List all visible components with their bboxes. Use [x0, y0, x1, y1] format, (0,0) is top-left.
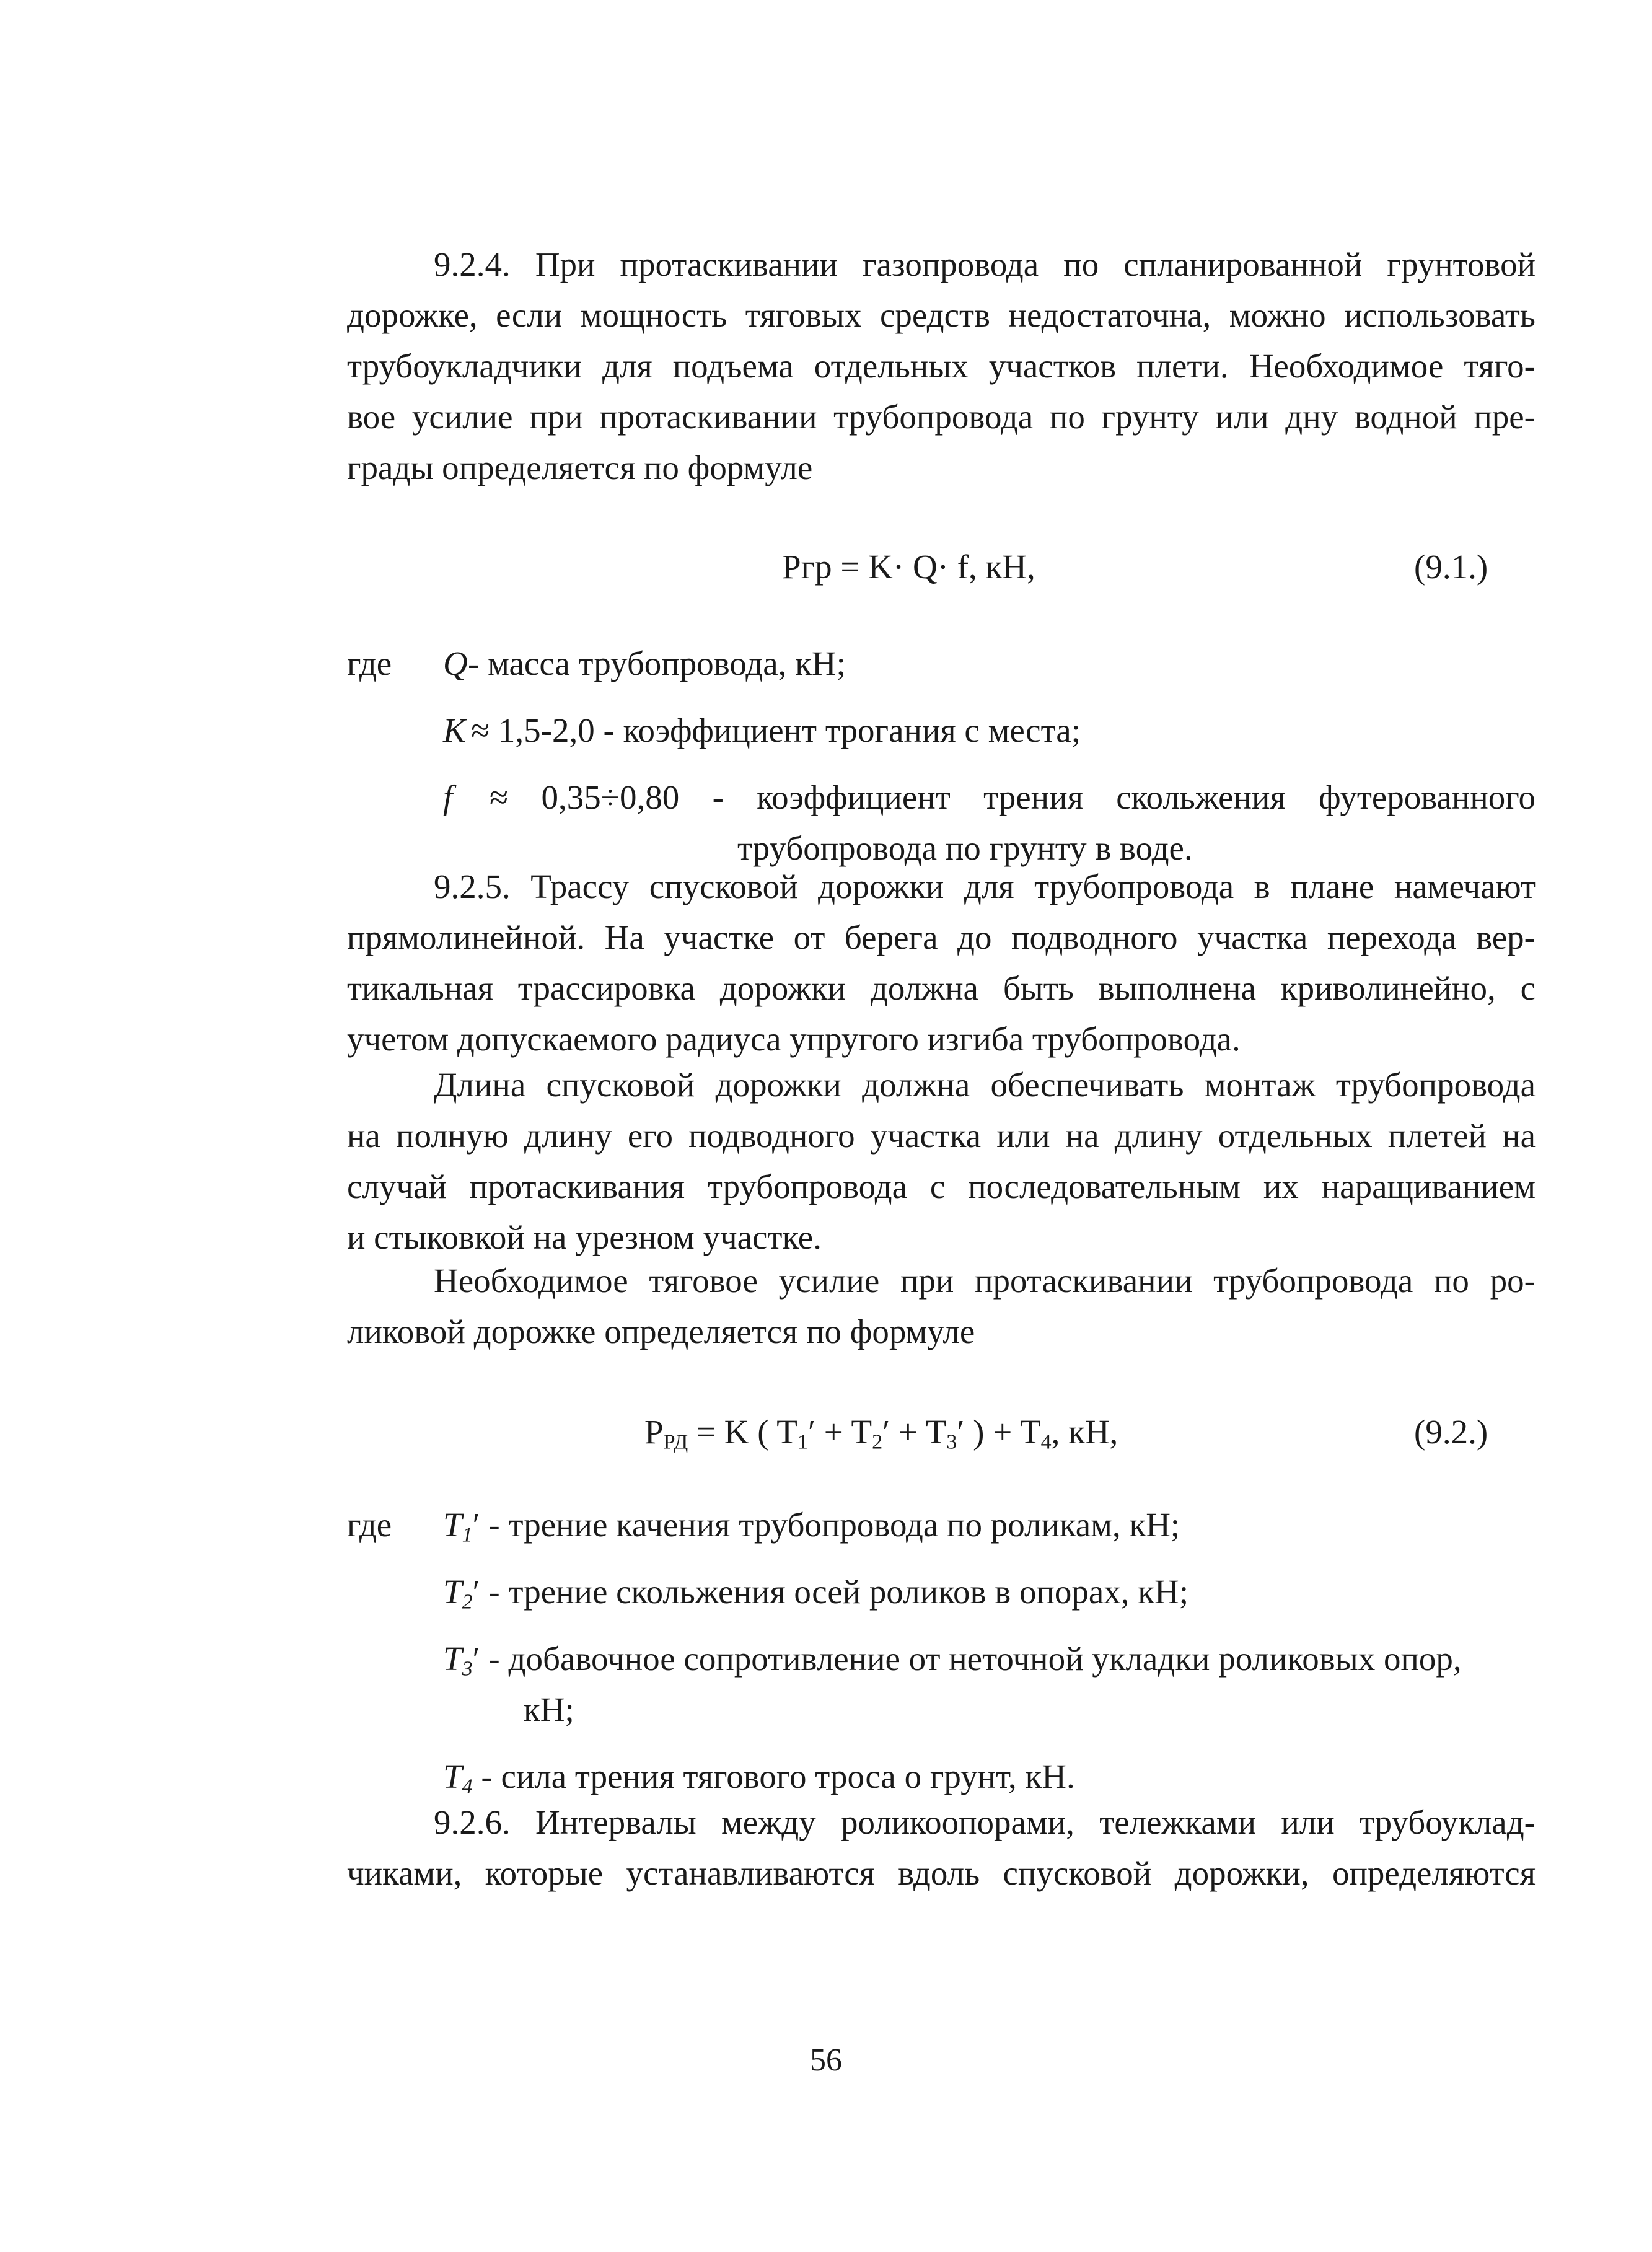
definition-text: ′ - трение скольжения осей роликов в опорах, кН;	[472, 1573, 1189, 1611]
definition-k	[347, 705, 1536, 772]
text-line: ликовой дорожке определяется по формуле	[347, 1313, 975, 1350]
definition-text-continued: трубопровода по грунту в воде.	[737, 829, 1193, 867]
page-number: 56	[810, 2043, 842, 2078]
symbol-t4	[443, 1751, 1075, 1802]
definitions-9-1	[347, 638, 1536, 890]
text-line: вое усилие при протаскивании трубопровода по грунту или дну водной пре-	[347, 398, 1536, 436]
symbol-letter: T	[443, 1506, 462, 1544]
formula-9-1: Ргр = K· Q· f, кН,	[782, 548, 1035, 586]
definitions-9-2	[347, 1500, 1536, 1818]
symbol-subscript: 1	[462, 1523, 473, 1547]
paragraph-9-2-5	[347, 861, 1536, 1065]
text-line: грады определяется по формуле	[347, 449, 813, 486]
definition-text-continued: кН;	[524, 1691, 574, 1728]
paragraph-9-2-6	[347, 1797, 1536, 1899]
text-line: учетом допускаемого радиуса упругого изгиба трубопровода.	[347, 1020, 1241, 1058]
formula-subscript: 1	[797, 1430, 808, 1454]
definition-t2	[347, 1567, 1536, 1634]
symbol-q: Q	[443, 644, 468, 682]
symbol-t2	[443, 1567, 1188, 1617]
formula-subscript: 2	[872, 1430, 883, 1454]
equation-number-9-1: (9.1.)	[1414, 548, 1488, 586]
where-label: где	[347, 644, 392, 682]
equation-number-9-2: (9.2.)	[1414, 1413, 1488, 1451]
formula-part: ′ ) + T	[957, 1413, 1041, 1451]
symbol-t3	[443, 1634, 1462, 1684]
text-line: 9.2.4. При протаскивании газопровода по спланированной грунтовой	[434, 245, 1536, 283]
symbol-letter: T	[443, 1573, 462, 1611]
text-line: прямолинейной. На участке от берега до подводного участка перехода вер-	[347, 918, 1536, 956]
text-line: и стыковкой на урезном участке.	[347, 1218, 822, 1256]
symbol-letter: T	[443, 1757, 462, 1795]
text-line: на полную длину его подводного участка или на длину отдельных плетей на	[347, 1117, 1536, 1155]
formula-part: , кН,	[1051, 1413, 1118, 1451]
formula-part: P	[644, 1413, 664, 1451]
definition-q	[347, 638, 1536, 705]
paragraph-9-2-4	[347, 239, 1536, 493]
definition-t1	[347, 1500, 1536, 1567]
formula-part: ′ + T	[882, 1413, 947, 1451]
paragraph-length	[347, 1060, 1536, 1263]
symbol-f: f	[443, 778, 453, 816]
formula-subscript: 4	[1040, 1430, 1052, 1454]
text-line: чиками, которые устанавливаются вдоль спусковой дорожки, определяются	[347, 1854, 1536, 1892]
definition-text: ′ - добавочное сопротивление от неточной укладки роликовых опор,	[472, 1640, 1462, 1678]
text-line: дорожке, если мощность тяговых средств недостаточна, можно использовать	[347, 296, 1536, 334]
text-line: Необходимое тяговое усилие при протаскивании трубопровода по ро-	[434, 1262, 1536, 1300]
formula-subscript: 3	[946, 1430, 957, 1454]
paragraph-roller	[347, 1256, 1536, 1357]
symbol-subscript: 3	[462, 1657, 473, 1681]
text-line: 9.2.5. Трассу спусковой дорожки для трубопровода в плане намечают	[434, 868, 1536, 905]
text-line: Длина спусковой дорожки должна обеспечивать монтаж трубопровода	[434, 1066, 1536, 1104]
text-line: случай протаскивания трубопровода с последовательным их наращиванием	[347, 1168, 1536, 1205]
definition-text: - сила трения тягового троса о грунт, кН.	[472, 1757, 1075, 1795]
where-label: где	[347, 1506, 392, 1544]
formula-subscript: РД	[663, 1430, 688, 1454]
definition-text: ≈ 0,35÷0,80 - коэффициент трения скольжения футерованного	[490, 778, 1536, 816]
text-line: 9.2.6. Интервалы между роликоопорами, тележками или трубоуклад-	[434, 1803, 1536, 1841]
definition-text: ′ - трение качения трубопровода по роликам, кН;	[472, 1506, 1180, 1544]
definition-text: - масса трубопровода, кН;	[468, 644, 846, 682]
symbol-k: K	[443, 711, 466, 749]
symbol-subscript: 2	[462, 1590, 473, 1614]
definition-t3	[347, 1634, 1536, 1751]
text-line: трубоукладчики для подъема отдельных участков плети. Необходимое тяго-	[347, 347, 1536, 385]
symbol-letter: T	[443, 1640, 462, 1678]
text-line: тикальная трассировка дорожки должна быть выполнена криволинейно, с	[347, 969, 1536, 1007]
formula-9-2	[644, 1407, 1118, 1458]
formula-part: ′ + T	[807, 1413, 872, 1451]
symbol-t1	[443, 1500, 1180, 1550]
symbol-subscript: 4	[462, 1775, 473, 1798]
formula-part: = K ( T	[688, 1413, 797, 1451]
definition-text: ≈ 1,5-2,0 - коэффициент трогания с места;	[471, 711, 1081, 749]
